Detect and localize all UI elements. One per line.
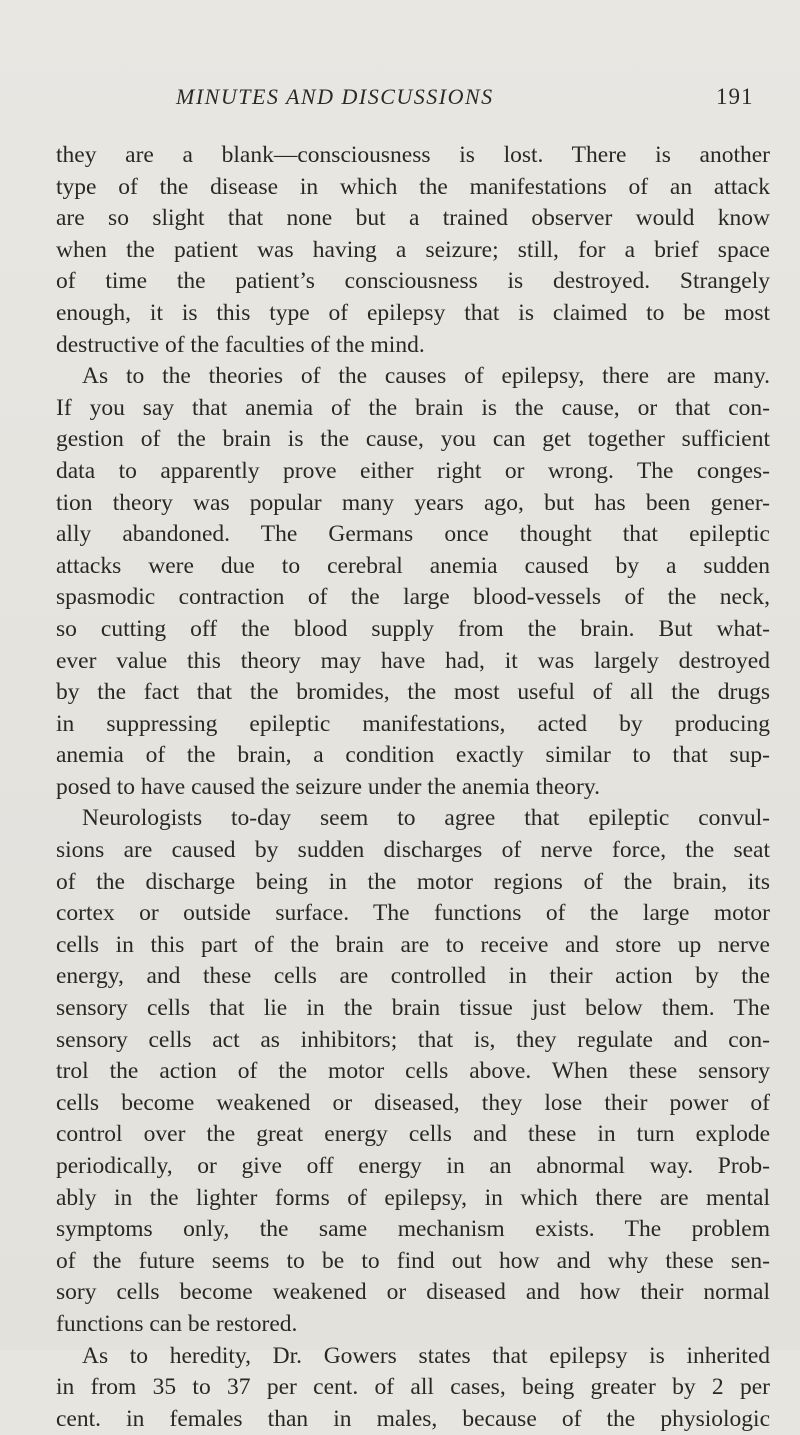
text-line: cent. in females than in males, because of the physiologic — [56, 1405, 770, 1432]
text-line: If you say that anemia of the brain is the cause, or that con- — [56, 394, 770, 421]
text-line: posed to have caused the seizure under the anemia theory. — [56, 773, 600, 800]
text-line: sory cells become weakened or diseased and how their normal — [56, 1279, 770, 1306]
text-line: cortex or outside surface. The functions of the large motor — [56, 900, 770, 927]
page-header — [0, 84, 800, 114]
text-line: ally abandoned. The Germans once thought that epileptic — [56, 521, 770, 548]
body-text — [56, 140, 770, 1435]
text-line: of the discharge being in the motor regions of the brain, its — [56, 868, 770, 895]
text-line: sensory cells that lie in the brain tissue just below them. The — [56, 995, 770, 1022]
page-number: 191 — [716, 84, 754, 109]
text-line: tion theory was popular many years ago, but has been gener- — [56, 489, 770, 516]
text-line: destructive of the faculties of the mind. — [56, 331, 425, 358]
text-line: they are a blank—consciousness is lost. There is another — [56, 142, 770, 168]
text-line: by the fact that the bromides, the most useful of all the drugs — [56, 679, 770, 706]
text-line: As to the theories of the causes of epilepsy, there are many. — [82, 363, 770, 390]
text-line: in suppressing epileptic manifestations, acted by producing — [56, 710, 770, 737]
text-line: functions can be restored. — [56, 1310, 298, 1337]
text-line: control over the great energy cells and these in turn explode — [56, 1121, 770, 1148]
text-line: in from 35 to 37 per cent. of all cases, being greater by 2 per — [56, 1374, 770, 1401]
text-line: anemia of the brain, a condition exactly similar to that sup- — [56, 742, 770, 769]
text-line: gestion of the brain is the cause, you can get together sufficient — [56, 426, 770, 453]
text-line: symptoms only, the same mechanism exists. The problem — [56, 1216, 770, 1243]
text-line: energy, and these cells are controlled in their action by the — [56, 963, 770, 990]
text-line: so cutting off the blood supply from the brain. But what- — [56, 615, 770, 642]
text-line: sions are caused by sudden discharges of nerve force, the seat — [56, 837, 770, 864]
text-line: Neurologists to-day seem to agree that epileptic convul- — [82, 805, 770, 832]
text-line: enough, it is this type of epilepsy that is claimed to be most — [56, 299, 770, 326]
text-line: ever value this theory may have had, it was largely destroyed — [56, 647, 770, 674]
text-line: trol the action of the motor cells above. When these sensory — [56, 1058, 770, 1085]
text-line: of time the patient’s consciousness is destroyed. Strangely — [56, 268, 770, 295]
text-line: when the patient was having a seizure; still, for a brief space — [56, 236, 770, 263]
text-line: attacks were due to cerebral anemia caused by a sudden — [56, 552, 770, 579]
text-line: As to heredity, Dr. Gowers states that epilepsy is inherited — [82, 1342, 770, 1369]
text-line: type of the disease in which the manifestations of an attack — [56, 173, 770, 200]
text-line: ably in the lighter forms of epilepsy, in which there are mental — [56, 1184, 770, 1211]
text-line: spasmodic contraction of the large blood-vessels of the neck, — [56, 584, 770, 611]
text-line: of the future seems to be to find out how and why these sen- — [56, 1247, 770, 1274]
text-line: periodically, or give off energy in an abnormal way. Prob- — [56, 1153, 770, 1179]
text-line: sensory cells act as inhibitors; that is, they regulate and con- — [56, 1026, 770, 1053]
text-line: cells become weakened or diseased, they lose their power of — [56, 1089, 770, 1116]
text-line: are so slight that none but a trained observer would know — [56, 205, 770, 232]
running-head: MINUTES AND DISCUSSIONS — [176, 84, 494, 109]
text-line: data to apparently prove either right or wrong. The conges- — [56, 457, 770, 484]
text-line: cells in this part of the brain are to receive and store up nerve — [56, 931, 770, 958]
